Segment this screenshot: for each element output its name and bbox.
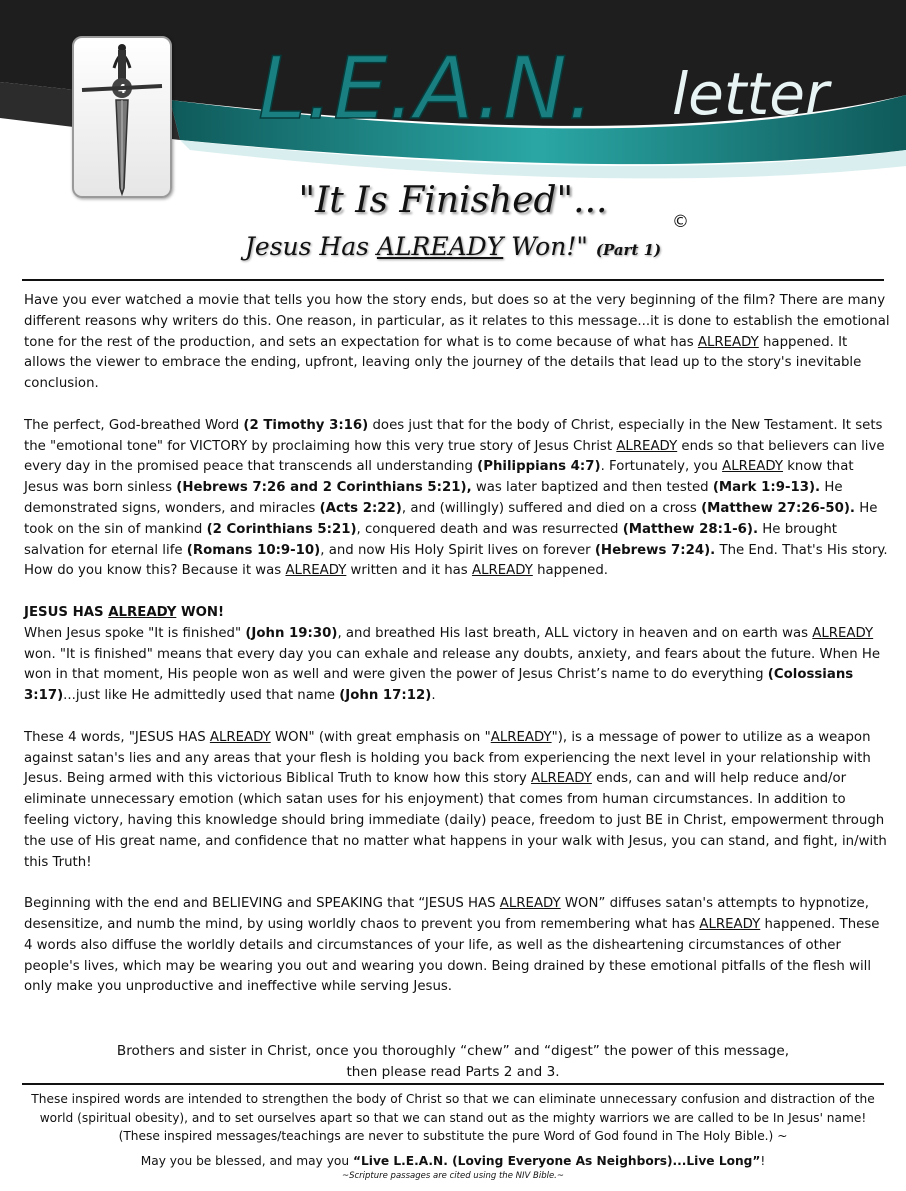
text-run: Have you ever watched a movie that tells you how the story ends, but does so at the very beginning of the film? There are many different reasons why writers do this. One reason, in particular, as it relates to this message...it is done to establish the emotional tone for the rest of the production, and sets an expectation for what is to come because of what has [24, 293, 890, 350]
text-run: . Fortunately, you [600, 459, 723, 475]
scripture-ref: (John 19:30) [245, 625, 338, 641]
emphasis-already: ALREADY [285, 563, 347, 579]
part-label: (Part 1) [595, 241, 662, 259]
text-run: written and it has [346, 563, 472, 579]
text-run: , and (willingly) suffered and died on a cross [401, 500, 702, 516]
text-run: happened. It allows the viewer to embrace the ending, upfront, leaving only the journey of the details that lead up to the story's inevitable conclusion. [24, 334, 862, 392]
scripture-ref: (Mark 1:9-13). [712, 480, 821, 496]
paragraph-finished [24, 624, 890, 707]
text-run: happened. [532, 563, 608, 579]
footer-line-1: These inspired words are intended to strengthen the body of Christ so that we can eliminate unnecessary confusion and distraction of the [31, 1092, 875, 1106]
scripture-ref: (Matthew 27:26-50). [701, 500, 855, 516]
scripture-ref: (Hebrews 7:24). [594, 542, 716, 558]
emphasis-already: ALREADY [209, 729, 271, 745]
text-run: WON” diffuses satan's attempts to hypnotize, desensitize, and numb the mind, by using worldly chaos to prevent you from remembering what has [24, 896, 869, 932]
text-run: happened. These 4 words also diffuse the worldly details and circumstances of your life, as well as the disheartening circumstances of other people's lives, which may be wearing you out and wearing you down. Being drained by these emotional pitfalls of the flesh will only make you unproductive and ineffective while serving Jesus. [24, 916, 880, 995]
text-run: was later baptized and then tested [471, 480, 713, 496]
scripture-ref: (Colossians 3:17) [24, 667, 854, 704]
text-run: , and now His Holy Spirit lives on forever [320, 542, 595, 558]
blessing-pre: May you be blessed, and may you [140, 1153, 353, 1168]
scripture-ref: (Philippians 4:7) [477, 459, 601, 475]
text-run: The perfect, God-breathed Word [24, 417, 244, 433]
divider-bottom [22, 1083, 884, 1085]
text-run: know that Jesus was born sinless [24, 459, 854, 496]
subtitle-post: Won!" [503, 232, 588, 261]
emphasis-already: ALREADY [812, 625, 874, 641]
emphasis-already: ALREADY [697, 334, 759, 350]
text-run: When Jesus spoke "It is finished" [24, 625, 246, 641]
brand-main: L.E.A.N. [258, 39, 595, 139]
text-run: ends so that believers can live every day in the promised peace that transcends all understanding [24, 438, 885, 475]
emphasis-already: ALREADY [471, 563, 533, 579]
article-body [24, 291, 890, 1019]
text-run: , and breathed His last breath, ALL victory in heaven and on earth was [337, 625, 813, 641]
closing-line-2: then please read Parts 2 and 3. [346, 1064, 560, 1080]
footer-line-3: (These inspired messages/teachings are never to substitute the pure Word of God found in The Holy Bible.) ~ [118, 1129, 788, 1143]
emphasis-already: ALREADY [616, 438, 678, 454]
scripture-ref: (Matthew 28:1-6). [622, 521, 759, 537]
text-run: He demonstrated signs, wonders, and miracles [24, 480, 843, 516]
scripture-ref: (2 Corinthians 5:21) [206, 521, 357, 537]
blessing-post: ! [760, 1153, 766, 1168]
paragraph-word [24, 416, 890, 582]
emphasis-already: ALREADY [499, 896, 561, 912]
footer [0, 1090, 906, 1182]
scripture-ref: (Romans 10:9-10) [186, 542, 321, 558]
text-run: does just that for the body of Christ, especially in the New Testament. It sets the "emotional tone" for VICTORY by proclaiming how this very true story of Jesus Christ [24, 417, 883, 454]
text-run: ends, can and will help reduce and/or eliminate unnecessary emotion (which satan uses for his enjoyment) that comes from human circumstances. In addition to feeling victory, having this knowledge should bring immediate (daily) peace, freedom to just BE in Christ, empowerment through the use of His great name, and confidence that no matter what happens in your walk with Jesus, you can stand, and fight, in/with this Truth! [24, 771, 887, 870]
text-run: ...just like He admittedly used that name [63, 688, 340, 704]
subtitle-pre: Jesus Has [244, 232, 377, 261]
brand-sub: letter [672, 60, 829, 128]
text-run: , conquered death and was resurrected [356, 521, 623, 537]
heading-text: WON! [176, 604, 225, 620]
emphasis-already: ALREADY [699, 916, 761, 932]
scripture-ref: (2 Timothy 3:16) [243, 417, 369, 433]
citation-note: ~Scripture passages are cited using the NIV Bible.~ [341, 1171, 565, 1181]
blessing [0, 1152, 906, 1171]
page-title: "It Is Finished"... [298, 180, 608, 221]
heading-text: JESUS HAS [24, 604, 109, 620]
page-subtitle [0, 232, 906, 261]
logo [72, 36, 172, 198]
scripture-ref: (Acts 2:22) [319, 500, 402, 516]
text-run: "), is a message of power to utilize as a weapon against satan's lies and any areas that your flesh is holding you back from experiencing the next level in your relationship with Jesus. Being armed with this victorious Biblical Truth to know how this story [24, 729, 871, 787]
paragraph-four-words [24, 728, 890, 874]
text-run: . [431, 688, 436, 704]
blessing-motto: “Live L.E.A.N. (Loving Everyone As Neighbors)...Live Long” [352, 1153, 761, 1168]
section-heading [24, 603, 890, 624]
copyright-symbol: © [672, 212, 689, 232]
header-banner [0, 0, 906, 190]
footer-line-2: world (spiritual obesity), and to set ourselves apart so that we can stand out as the mighty warriors we are called to be In Jesus' name! [39, 1110, 867, 1125]
text-run: The End. That's His story. How do you know this? Because it was [24, 542, 888, 579]
scripture-ref: (Hebrews 7:26 and 2 Corinthians 5:21), [176, 480, 472, 496]
scripture-ref: (John 17:12) [339, 688, 432, 704]
emphasis-already: ALREADY [531, 771, 592, 787]
emphasis-already: ALREADY [722, 459, 783, 475]
closing-line-1: Brothers and sister in Christ, once you thoroughly “chew” and “digest” the power of this message, [116, 1043, 790, 1059]
text-run: won. "It is finished" means that every day you can exhale and release any doubts, anxiety, and fears about the future. When He won in that moment, His people won as well and were given the power of Jesus Christ’s name to do everything [24, 646, 881, 683]
subtitle-emphasis: ALREADY [376, 232, 504, 261]
paragraph-beginning [24, 894, 890, 998]
text-run: These 4 words, "JESUS HAS [24, 729, 210, 745]
sword-logo-icon [74, 38, 170, 196]
emphasis-already: ALREADY [108, 604, 177, 620]
text-run: He brought salvation for eternal life [24, 521, 837, 558]
paragraph-intro [24, 291, 890, 395]
text-run: WON" (with great emphasis on " [270, 729, 491, 745]
text-run: He took on the sin of mankind [24, 500, 878, 537]
divider-top [22, 279, 884, 281]
emphasis-already: ALREADY [490, 729, 552, 745]
closing-note [0, 1041, 906, 1083]
text-run: Beginning with the end and BELIEVING and SPEAKING that “JESUS HAS [24, 896, 500, 912]
